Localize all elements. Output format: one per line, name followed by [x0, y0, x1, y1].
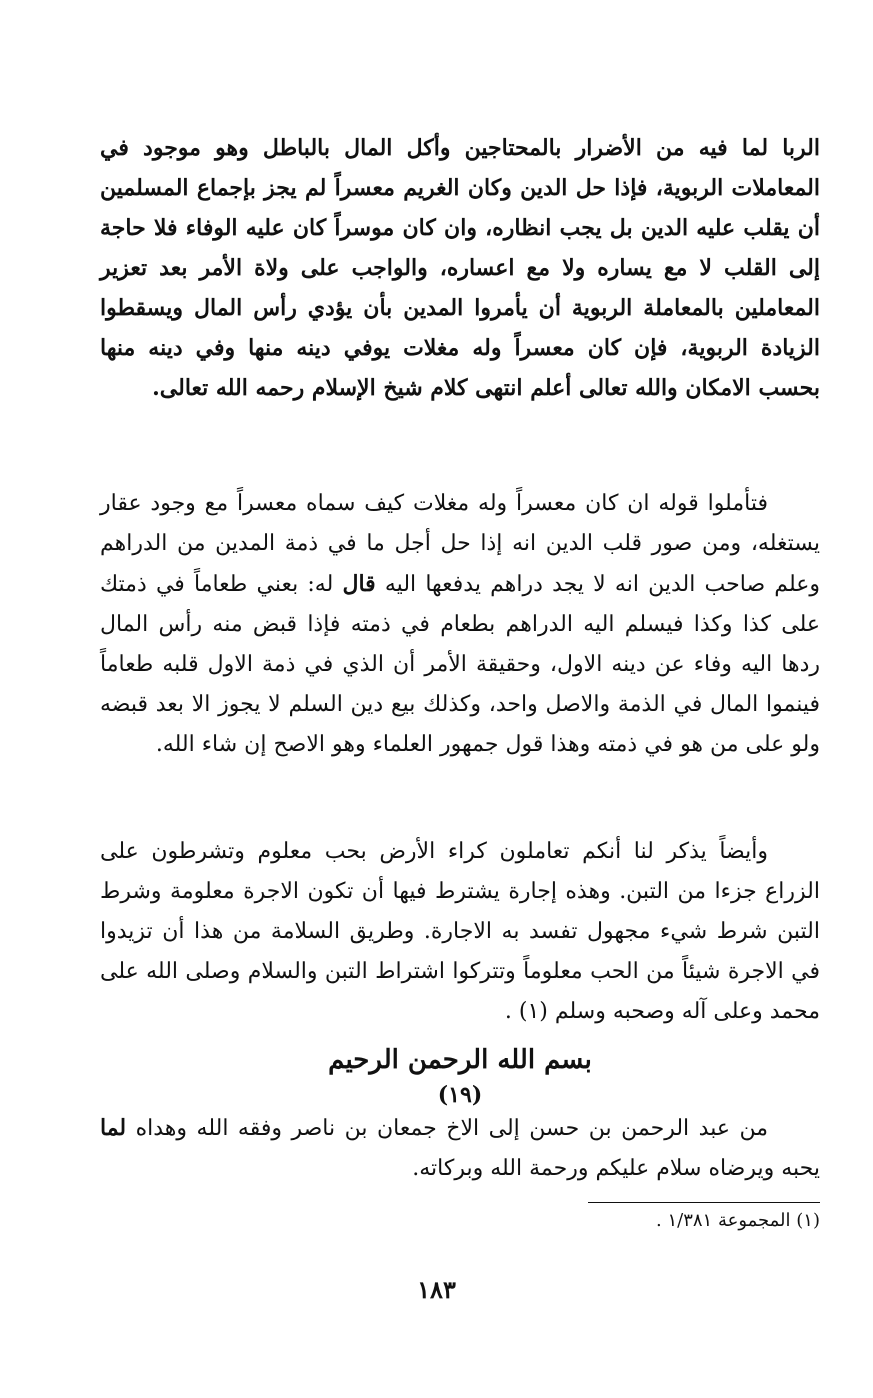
paragraph-3-end: . — [504, 999, 512, 1024]
paragraph-4-text — [100, 1108, 820, 1189]
footnote: (١) المجموعة ١/٣٨١ . — [656, 1210, 820, 1231]
paragraph-4-rest: يحبه ويرضاه سلام عليكم ورحمة الله وبركاته. — [412, 1156, 820, 1181]
paragraph-4-start: من عبد الرحمن بن حسن إلى الاخ جمعان بن ناصر وفقه الله وهداه — [135, 1116, 768, 1141]
basmala-heading: بسم الله الرحمن الرحيم — [328, 1045, 592, 1075]
paragraph-3-text — [100, 832, 820, 1032]
paragraph-2-bold-word: قال — [342, 571, 376, 597]
letter-number: (١٩) — [437, 1082, 483, 1108]
footnote-divider — [588, 1202, 820, 1203]
paragraph-2-text — [100, 484, 820, 765]
paragraph-3-body: وأيضاً يذكر لنا أنكم تعاملون كراء الأرض بحب معلوم وتشرطون على الزراع جزءا من التبن. وهذه إجارة يشترط فيها أن تكون الاجرة معلومة وشرط التبن شرط شيء مجهول تفسد به الاجارة. وطريق السلامة من هذا أن تزيدوا في الاجرة شيئاً من الحب معلوماً وتتركوا اشتراط التبن والسلام وصلى الله على محمد وعلى آله وصحبه وسلم — [100, 839, 820, 1024]
paragraph-2-part-a: فتأملوا قوله ان كان معسراً وله مغلات كيف سماه معسراً مع وجود عقار يستغله، ومن صور قلب الدين انه إذا حل أجل ما في ذمة المدين من الدراهم وعلم صاحب الدين انه لا يجد دراهم يدفعها اليه — [100, 491, 820, 597]
paragraph-riba-ruling — [100, 128, 820, 408]
paragraph-land-lease — [100, 832, 820, 1032]
paragraph-debt-reversal — [100, 484, 820, 765]
footnote-reference: (١) — [518, 999, 548, 1024]
paragraph-2-part-b: له: بعني طعاماً في ذمتك على كذا وكذا فيسلم اليه الدراهم بطعام في ذمته فإذا قبض منه رأس المال ردها اليه وفاء عن دينه الاول، وحقيقة الأمر أن الذي في ذمة الاول قلبه طعاماً فينموا المال في الذمة والاصل واحد، وكذلك بيع دين السلم لا يجوز الا بعد قبضه ولو على من هو في ذمته وهذا قول جمهور العلماء وهو الاصح إن شاء الله. — [100, 572, 820, 757]
paragraph-1-text: الربا لما فيه من الأضرار بالمحتاجين وأكل المال بالباطل وهو موجود في المعاملات الربوية، فإذا حل الدين وكان الغريم معسراً لم يجز بإجماع المسلمين أن يقلب عليه الدين بل يجب انظاره، وان كان موسراً كان عليه الوفاء فلا حاجة إلى القلب لا مع يساره ولا مع اعساره، والواجب على ولاة الأمر بعد تعزير المعاملين بالمعاملة الربوية أن يأمروا المدين بأن يؤدي رأس المال ويسقطوا الزيادة الربوية، فإن كان معسراً وله مغلات يوفي دينه منها وفي دينه منها بحسب الامكان والله تعالى أعلم انتهى كلام شيخ الإسلام رحمه الله تعالى. — [100, 135, 820, 401]
page-number: ١٨٣ — [417, 1275, 456, 1304]
paragraph-letter-opening — [100, 1108, 820, 1189]
paragraph-4-bold-word: لما — [100, 1115, 127, 1141]
